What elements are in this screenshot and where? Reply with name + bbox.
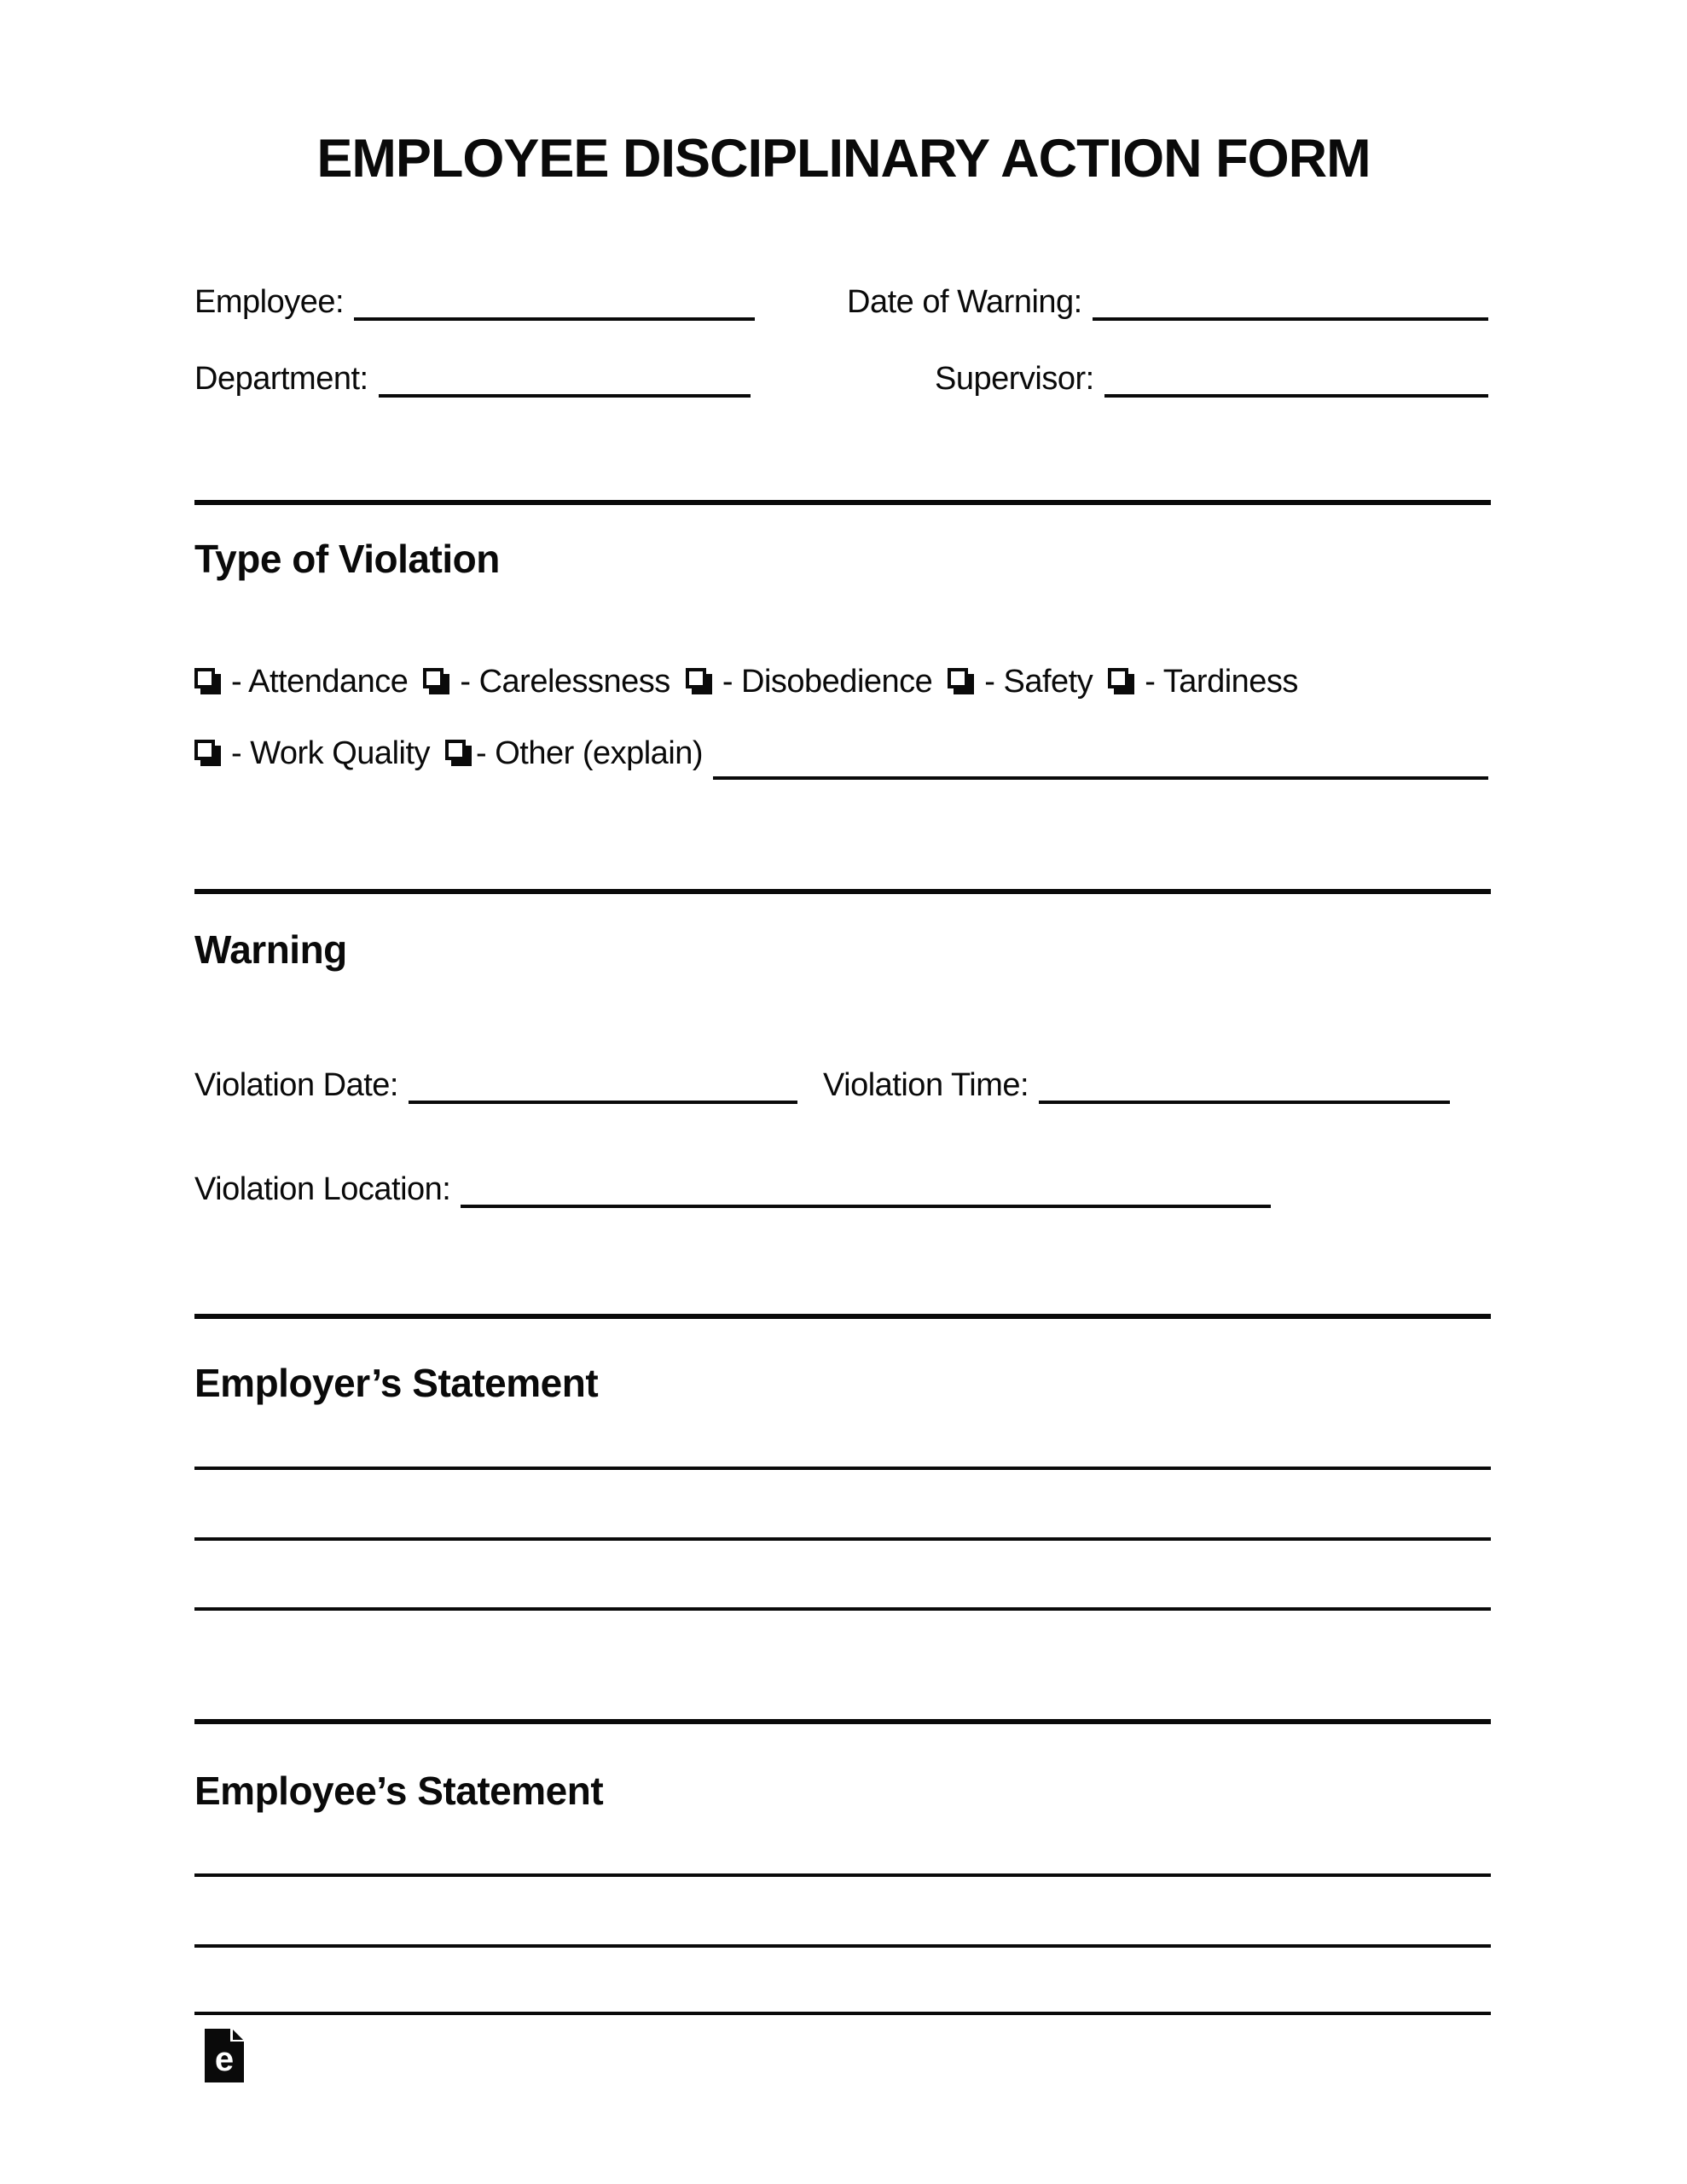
violation-checkbox-row-1 — [194, 664, 1488, 708]
work-quality-checkbox-label: - Work Quality — [231, 735, 431, 771]
date-of-warning-label: Date of Warning: — [847, 284, 1082, 320]
violation-time-label: Violation Time: — [823, 1067, 1029, 1103]
eforms-logo — [205, 2029, 244, 2082]
department-label: Department: — [194, 361, 368, 397]
attendance-checkbox-item — [194, 664, 408, 700]
carelessness-checkbox-icon[interactable] — [423, 668, 449, 694]
violation-location-label: Violation Location: — [194, 1171, 451, 1207]
other-checkbox-label: - Other (explain) — [476, 735, 704, 771]
violation-date-label: Violation Date: — [194, 1067, 398, 1103]
section-divider — [194, 500, 1491, 505]
violation-heading: Type of Violation — [194, 537, 500, 581]
work-quality-checkbox-item — [194, 735, 430, 772]
section-divider — [194, 1314, 1491, 1319]
violation-time-field-row — [823, 1058, 1450, 1104]
employee-statement-heading: Employee’s Statement — [194, 1769, 604, 1813]
supervisor-field-row — [935, 351, 1488, 398]
carelessness-checkbox-label: - Carelessness — [460, 664, 670, 700]
employee-field-line[interactable] — [354, 317, 755, 321]
other-checkbox-icon[interactable] — [445, 740, 472, 766]
violation-time-field-line[interactable] — [1039, 1101, 1450, 1104]
employer-statement-line-2[interactable] — [194, 1537, 1491, 1541]
warning-heading: Warning — [194, 927, 347, 972]
safety-checkbox-label: - Safety — [984, 664, 1093, 700]
department-field-row — [194, 351, 751, 398]
attendance-checkbox-label: - Attendance — [231, 664, 409, 700]
document-icon — [205, 2029, 244, 2082]
supervisor-label: Supervisor: — [935, 361, 1094, 397]
logo-letter: e — [214, 2041, 235, 2078]
employee-label: Employee: — [194, 284, 345, 320]
violation-location-field-line[interactable] — [461, 1205, 1271, 1208]
disobedience-checkbox-item — [686, 664, 932, 700]
section-divider — [194, 889, 1491, 894]
disobedience-checkbox-icon[interactable] — [686, 668, 712, 694]
supervisor-field-line[interactable] — [1104, 394, 1488, 398]
section-divider — [194, 1719, 1491, 1724]
safety-checkbox-icon[interactable] — [948, 668, 974, 694]
other-checkbox-item — [445, 735, 703, 772]
work-quality-checkbox-icon[interactable] — [194, 740, 221, 766]
employee-statement-line-3[interactable] — [194, 2012, 1491, 2015]
form-title: EMPLOYEE DISCIPLINARY ACTION FORM — [316, 129, 1371, 189]
date-of-warning-field-row — [847, 275, 1488, 321]
violation-date-field-line[interactable] — [409, 1101, 797, 1104]
safety-checkbox-item — [948, 664, 1093, 700]
date-of-warning-field-line[interactable] — [1093, 317, 1488, 321]
employee-statement-line-2[interactable] — [194, 1944, 1491, 1948]
violation-checkbox-row-2 — [194, 735, 1488, 780]
tardiness-checkbox-icon[interactable] — [1108, 668, 1134, 694]
carelessness-checkbox-item — [423, 664, 670, 700]
employer-statement-line-3[interactable] — [194, 1607, 1491, 1611]
department-field-line[interactable] — [379, 394, 751, 398]
attendance-checkbox-icon[interactable] — [194, 668, 221, 694]
tardiness-checkbox-label: - Tardiness — [1145, 664, 1298, 700]
employee-statement-line-1[interactable] — [194, 1873, 1491, 1877]
violation-location-field-row — [194, 1162, 1271, 1208]
disobedience-checkbox-label: - Disobedience — [722, 664, 933, 700]
other-explain-field-line[interactable] — [713, 776, 1488, 780]
employer-statement-heading: Employer’s Statement — [194, 1361, 599, 1405]
employer-statement-line-1[interactable] — [194, 1467, 1491, 1470]
employee-field-row — [194, 275, 755, 321]
tardiness-checkbox-item — [1108, 664, 1298, 700]
violation-date-field-row — [194, 1058, 797, 1104]
